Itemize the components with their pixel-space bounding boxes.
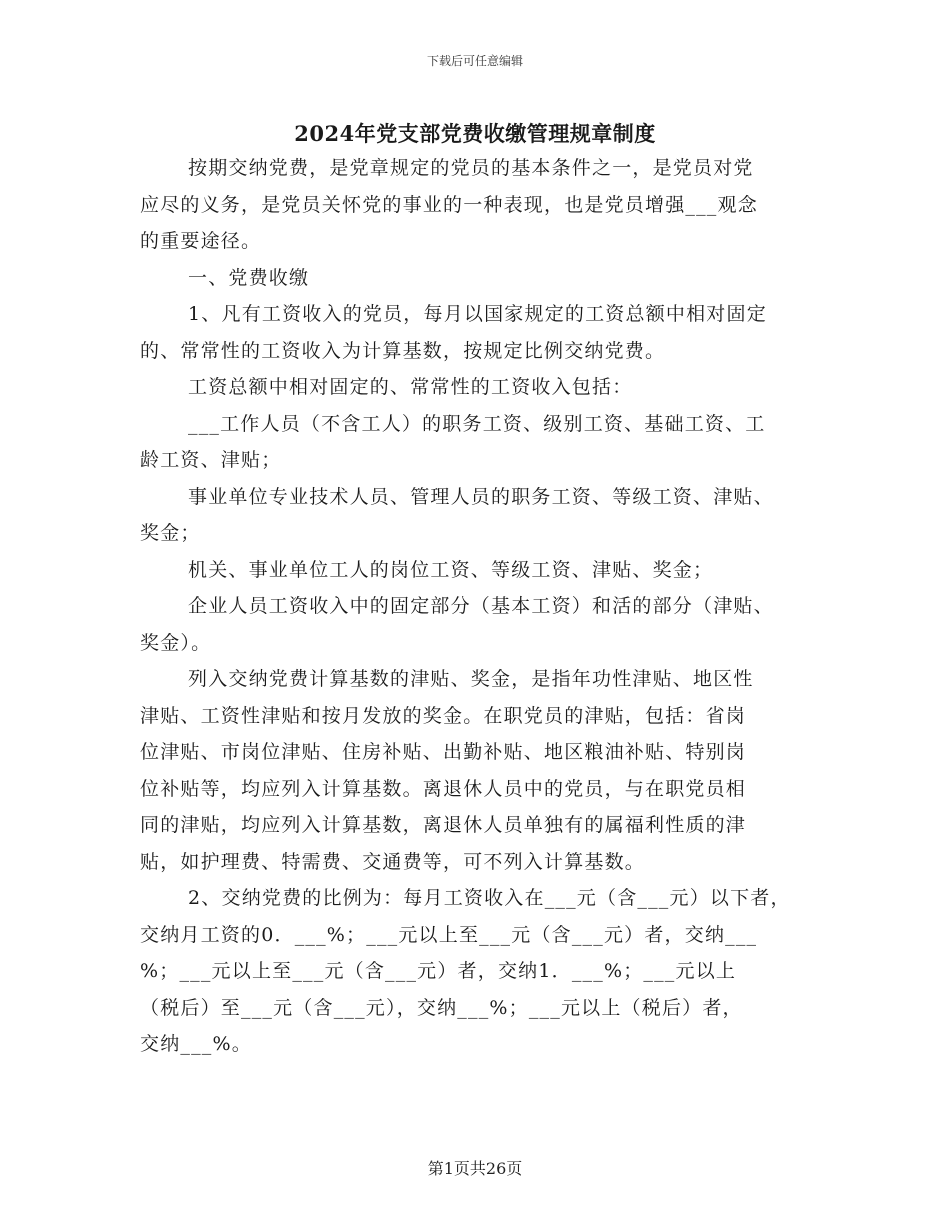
paragraph-line: 贴，如护理费、特需费、交通费等，可不列入计算基数。 bbox=[140, 850, 646, 873]
paragraph-line: %；___元以上至___元（含___元）者，交纳1．___%；___元以上 bbox=[140, 960, 737, 982]
paragraph-line: 奖金）。 bbox=[140, 631, 212, 654]
paragraph-line: 交纳___%。 bbox=[140, 1033, 252, 1055]
paragraph-line: 事业单位专业技术人员、管理人员的职务工资、等级工资、津贴、 bbox=[188, 485, 774, 508]
paragraph-line: 津贴、工资性津贴和按月发放的奖金。在职党员的津贴，包括：省岗 bbox=[140, 704, 747, 727]
paragraph-line: 2、交纳党费的比例为：每月工资收入在___元（含___元）以下者， bbox=[188, 887, 791, 909]
paragraph-line: ___工作人员（不含工人）的职务工资、级别工资、基础工资、工 bbox=[188, 412, 766, 435]
paragraph-line: 工资总额中相对固定的、常常性的工资收入包括： bbox=[188, 376, 633, 398]
paragraph-line: 位补贴等，均应列入计算基数。离退休人员中的党员，与在职党员相 bbox=[140, 777, 747, 800]
paragraph-line: 龄工资、津贴； bbox=[140, 449, 282, 471]
paragraph-line: 列入交纳党费计算基数的津贴、奖金，是指年功性津贴、地区性 bbox=[188, 668, 754, 690]
paragraph-line: 同的津贴，均应列入计算基数，离退休人员单独有的属福利性质的津 bbox=[140, 814, 747, 836]
paragraph-line: 奖金； bbox=[140, 522, 201, 544]
paragraph-line: 位津贴、市岗位津贴、住房补贴、出勤补贴、地区粮油补贴、特别岗 bbox=[140, 741, 747, 763]
paragraph-line: 交纳月工资的0．___%；___元以上至___元（含___元）者，交纳___ bbox=[140, 923, 758, 946]
paragraph-line: 企业人员工资收入中的固定部分（基本工资）和活的部分（津贴、 bbox=[188, 595, 774, 617]
paragraph-line: 机关、事业单位工人的岗位工资、等级工资、津贴、奖金； bbox=[188, 558, 714, 581]
paragraph-line: 1、凡有工资收入的党员，每月以国家规定的工资总额中相对固定 bbox=[188, 303, 767, 325]
page-footer: 第1页共26页 bbox=[427, 1159, 523, 1178]
header-note: 下载后可任意编辑 bbox=[426, 54, 523, 68]
paragraph-line: （税后）至___元（含___元），交纳___%；___元以上（税后）者， bbox=[140, 996, 743, 1019]
document-body bbox=[140, 150, 830, 1063]
section-heading: 一、党费收缴 bbox=[188, 266, 310, 289]
paragraph-line: 的重要途径。 bbox=[140, 230, 262, 252]
paragraph-line: 按期交纳党费，是党章规定的党员的基本条件之一，是党员对党 bbox=[188, 157, 754, 179]
paragraph-line: 应尽的义务，是党员关怀党的事业的一种表现，也是党员增强___观念 bbox=[140, 193, 758, 216]
document-title: 2024年党支部党费收缴管理规章制度 bbox=[294, 121, 656, 146]
paragraph-line: 的、常常性的工资收入为计算基数，按规定比例交纳党费。 bbox=[140, 339, 666, 362]
